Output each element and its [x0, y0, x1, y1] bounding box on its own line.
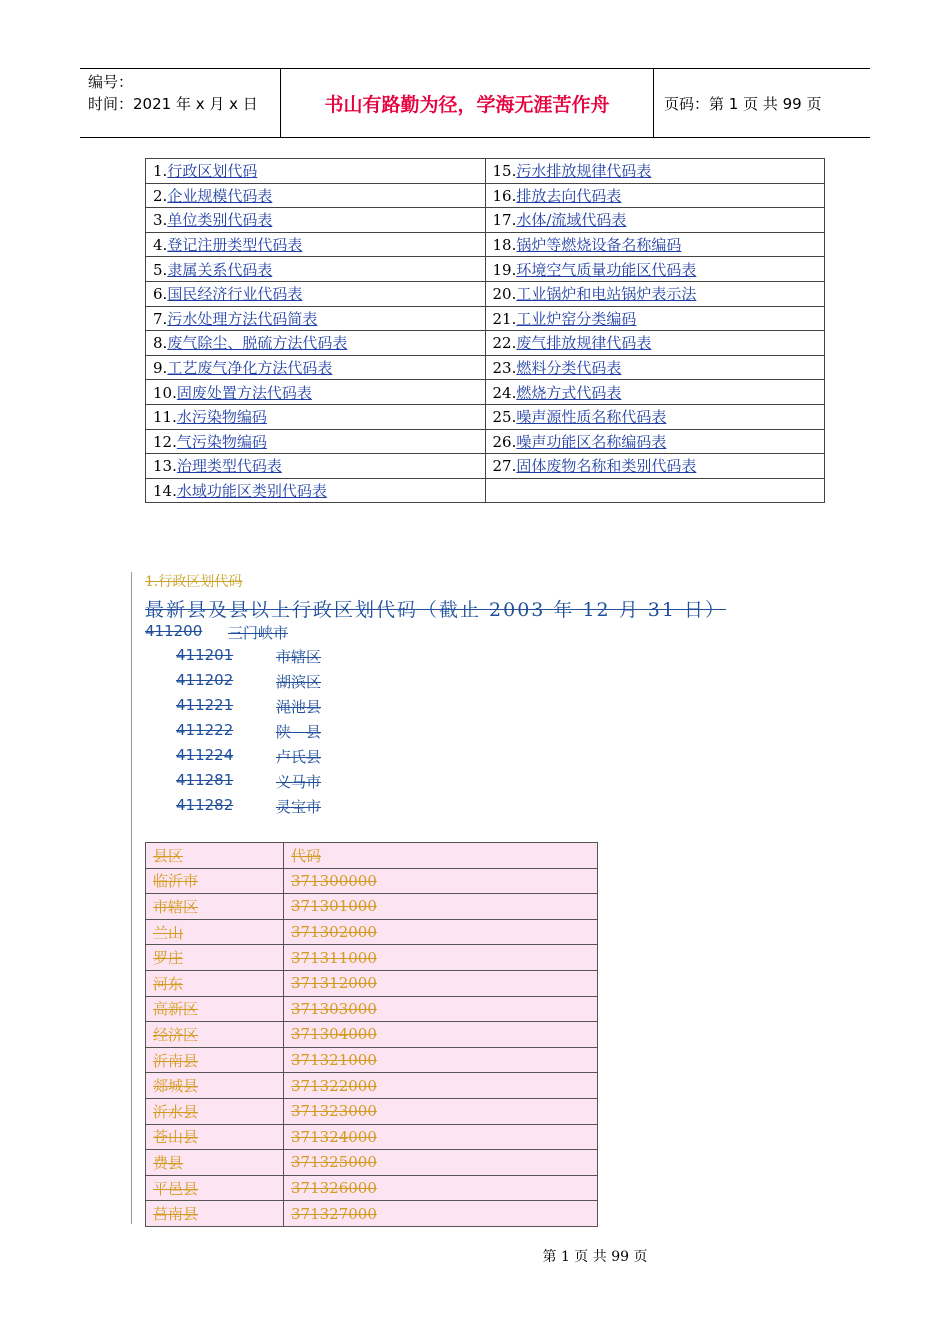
toc-item-link[interactable]: 工业炉窑分类编码 [516, 309, 637, 328]
table-row [146, 996, 598, 1022]
toc-row [146, 208, 825, 233]
toc-cell [146, 355, 486, 380]
toc-cell [146, 208, 486, 233]
toc-row [146, 232, 825, 257]
county-code-cell[interactable]: 371312000 [284, 970, 598, 996]
toc-item-number: 10. [153, 383, 177, 402]
county-code-cell[interactable]: 371323000 [284, 1098, 598, 1124]
district-name: 市辖区 [276, 648, 322, 666]
district-code: 411282 [176, 796, 234, 814]
county-code-cell[interactable]: 371324000 [284, 1124, 598, 1150]
county-code-cell[interactable]: 371322000 [284, 1073, 598, 1099]
toc-cell [485, 159, 825, 184]
toc-row [146, 478, 825, 503]
county-name-cell[interactable]: 高新区 [146, 996, 284, 1022]
toc-item-link[interactable]: 企业规模代码表 [167, 186, 273, 205]
district-row [176, 771, 321, 792]
toc-item-number: 18. [492, 236, 517, 255]
header-page-info: 页码：第 1 页 共 99 页 [664, 94, 822, 113]
toc-item-link[interactable]: 噪声功能区名称编码表 [516, 432, 667, 451]
toc-row [146, 404, 825, 429]
city-name: 三门峡市 [228, 624, 289, 642]
toc-item-number: 23. [492, 359, 517, 378]
district-name: 陕 县 [276, 723, 322, 741]
toc-item-link[interactable]: 燃烧方式代码表 [516, 383, 622, 402]
toc-item-number: 15. [492, 162, 517, 181]
toc-cell [146, 478, 486, 503]
toc-item-number: 6. [153, 285, 168, 304]
county-name-cell[interactable]: 莒南县 [146, 1201, 284, 1227]
toc-cell [485, 257, 825, 282]
city-code: 411200 [145, 622, 203, 640]
section-link[interactable]: 1.行政区划代码 [145, 574, 243, 590]
toc-item-number: 8. [153, 334, 168, 353]
toc-cell [146, 380, 486, 405]
table-row [146, 1073, 598, 1099]
toc-item-link[interactable]: 水体/流域代码表 [516, 211, 627, 230]
county-name-cell[interactable]: 费县 [146, 1150, 284, 1176]
toc-cell [146, 281, 486, 306]
county-name-cell[interactable]: 市辖区 [146, 894, 284, 920]
county-code-cell[interactable]: 371325000 [284, 1150, 598, 1176]
toc-item-number: 13. [153, 457, 177, 476]
header-motto: 书山有路勤为径，学海无涯苦作舟 [281, 69, 654, 137]
table-row [146, 945, 598, 971]
toc-cell [485, 281, 825, 306]
toc-cell [146, 159, 486, 184]
toc-item-number: 22. [492, 334, 517, 353]
table-row [146, 1201, 598, 1227]
table-row [146, 1098, 598, 1124]
toc-item-link[interactable]: 燃料分类代码表 [516, 359, 622, 378]
toc-item-number: 16. [492, 186, 517, 205]
toc-item-link[interactable]: 治理类型代码表 [176, 457, 282, 476]
district-row [176, 746, 321, 767]
toc-cell [485, 183, 825, 208]
county-code-cell[interactable]: 371300000 [284, 868, 598, 894]
county-code-cell[interactable]: 371304000 [284, 1022, 598, 1048]
district-row [176, 796, 321, 817]
county-code-cell[interactable]: 371311000 [284, 945, 598, 971]
county-name-cell[interactable]: 沂南县 [146, 1047, 284, 1073]
toc-item-number: 4. [153, 236, 168, 255]
toc-cell [485, 478, 825, 503]
toc-item-link[interactable]: 登记注册类型代码表 [167, 236, 303, 255]
city-row [145, 622, 288, 643]
toc-item-link[interactable]: 锅炉等燃烧设备名称编码 [516, 236, 682, 255]
toc-item-link[interactable]: 隶属关系代码表 [167, 260, 273, 279]
toc-item-number: 3. [153, 211, 168, 230]
toc-cell [485, 404, 825, 429]
toc-row [146, 281, 825, 306]
county-code-cell[interactable]: 371327000 [284, 1201, 598, 1227]
district-code: 411201 [176, 646, 234, 664]
toc-item-link[interactable]: 水域功能区类别代码表 [176, 482, 327, 501]
toc-item-number: 14. [153, 482, 177, 501]
toc-item-number: 24. [492, 383, 517, 402]
county-table [145, 842, 598, 1227]
district-code: 411221 [176, 696, 234, 714]
time-label: 时间：2021 年 x 月 x 日 [88, 95, 258, 113]
toc-row [146, 454, 825, 479]
table-row [146, 970, 598, 996]
page-footer: 第 1 页 共 99 页 [542, 1249, 648, 1265]
district-name: 渑池县 [276, 698, 322, 716]
district-name: 卢氏县 [276, 748, 322, 766]
district-name: 灵宝市 [276, 798, 322, 816]
toc-item-number: 11. [153, 408, 177, 427]
toc-cell [485, 306, 825, 331]
toc-item-number: 26. [492, 432, 517, 451]
county-name-cell[interactable]: 郯城县 [146, 1073, 284, 1099]
toc-row [146, 159, 825, 184]
toc-row [146, 380, 825, 405]
toc-cell [485, 232, 825, 257]
toc-row [146, 355, 825, 380]
county-name-cell[interactable]: 苍山县 [146, 1124, 284, 1150]
toc-item-number: 12. [153, 432, 177, 451]
toc-item-link[interactable]: 排放去向代码表 [516, 186, 622, 205]
toc-item-number: 5. [153, 260, 168, 279]
district-name: 湖滨区 [276, 673, 322, 691]
county-code-cell[interactable]: 371301000 [284, 894, 598, 920]
district-name: 义马市 [276, 773, 322, 791]
toc-item-link[interactable]: 气污染物编码 [176, 432, 267, 451]
toc-cell [485, 454, 825, 479]
revision-bar [131, 572, 132, 1224]
toc-row [146, 306, 825, 331]
toc-item-link[interactable]: 工艺废气净化方法代码表 [167, 359, 333, 378]
column-header[interactable]: 代码 [284, 843, 598, 869]
district-row [176, 696, 321, 717]
county-code-cell[interactable]: 371326000 [284, 1175, 598, 1201]
toc-cell [485, 208, 825, 233]
toc-item-number: 21. [492, 309, 517, 328]
table-row [146, 919, 598, 945]
county-name-cell[interactable]: 沂水县 [146, 1098, 284, 1124]
toc-item-number: 2. [153, 186, 168, 205]
toc-cell [146, 404, 486, 429]
toc-item-number: 19. [492, 260, 517, 279]
toc-item-link[interactable]: 废气除尘、脱硫方法代码表 [167, 334, 348, 353]
table-row [146, 1124, 598, 1150]
toc-item-number: 17. [492, 211, 517, 230]
toc-cell [485, 429, 825, 454]
toc-item-link[interactable]: 污水排放规律代码表 [516, 162, 652, 181]
district-row [176, 671, 321, 692]
county-name-cell[interactable]: 河东 [146, 970, 284, 996]
table-row [146, 1047, 598, 1073]
toc-item-link[interactable]: 工业锅炉和电站锅炉表示法 [516, 285, 697, 304]
table-row [146, 1150, 598, 1176]
county-code-cell[interactable]: 371321000 [284, 1047, 598, 1073]
toc-row [146, 429, 825, 454]
county-name-cell[interactable]: 经济区 [146, 1022, 284, 1048]
toc-item-link[interactable]: 污水处理方法代码简表 [167, 309, 318, 328]
toc-cell [485, 331, 825, 356]
county-code-cell[interactable]: 371303000 [284, 996, 598, 1022]
toc-item-link[interactable]: 国民经济行业代码表 [167, 285, 303, 304]
toc-cell [146, 257, 486, 282]
county-code-cell[interactable]: 371302000 [284, 919, 598, 945]
toc-item-link[interactable]: 环境空气质量功能区代码表 [516, 260, 697, 279]
district-row [176, 721, 321, 742]
toc-cell [485, 380, 825, 405]
toc-cell [485, 355, 825, 380]
toc-row [146, 257, 825, 282]
county-table-header [146, 843, 598, 869]
toc-item-number: 9. [153, 359, 168, 378]
toc-table [145, 158, 825, 503]
toc-cell [146, 454, 486, 479]
county-name-cell[interactable]: 平邑县 [146, 1175, 284, 1201]
toc-cell [146, 306, 486, 331]
county-name-cell[interactable]: 兰山 [146, 919, 284, 945]
toc-cell [146, 429, 486, 454]
toc-cell [146, 183, 486, 208]
district-code: 411222 [176, 721, 234, 739]
toc-item-number: 1. [153, 162, 168, 181]
section-title: 最新县及县以上行政区划代码（截止 2003 年 12 月 31 日） [145, 599, 726, 621]
toc-item-link[interactable]: 废气排放规律代码表 [516, 334, 652, 353]
toc-item-number: 20. [492, 285, 517, 304]
table-row [146, 1175, 598, 1201]
district-code: 411202 [176, 671, 234, 689]
header-meta [80, 69, 281, 137]
toc-item-link[interactable]: 固体废物名称和类别代码表 [516, 457, 697, 476]
toc-item-number: 27. [492, 457, 517, 476]
toc-item-link[interactable]: 单位类别代码表 [167, 211, 273, 230]
table-row [146, 894, 598, 920]
district-code: 411281 [176, 771, 234, 789]
toc-item-link[interactable]: 固废处置方法代码表 [176, 383, 312, 402]
page-header [80, 68, 870, 138]
column-header[interactable]: 县区 [146, 843, 284, 869]
toc-item-link[interactable]: 噪声源性质名称代码表 [516, 408, 667, 427]
county-name-cell[interactable]: 罗庄 [146, 945, 284, 971]
toc-item-number: 25. [492, 408, 517, 427]
district-code: 411224 [176, 746, 234, 764]
toc-item-link[interactable]: 行政区划代码 [167, 162, 258, 181]
toc-item-link[interactable]: 水污染物编码 [176, 408, 267, 427]
number-label: 编号： [88, 73, 134, 91]
toc-row [146, 183, 825, 208]
county-name-cell[interactable]: 临沂市 [146, 868, 284, 894]
toc-row [146, 331, 825, 356]
toc-item-number: 7. [153, 309, 168, 328]
toc-cell [146, 331, 486, 356]
district-row [176, 646, 321, 667]
toc-cell [146, 232, 486, 257]
table-row [146, 1022, 598, 1048]
table-row [146, 868, 598, 894]
